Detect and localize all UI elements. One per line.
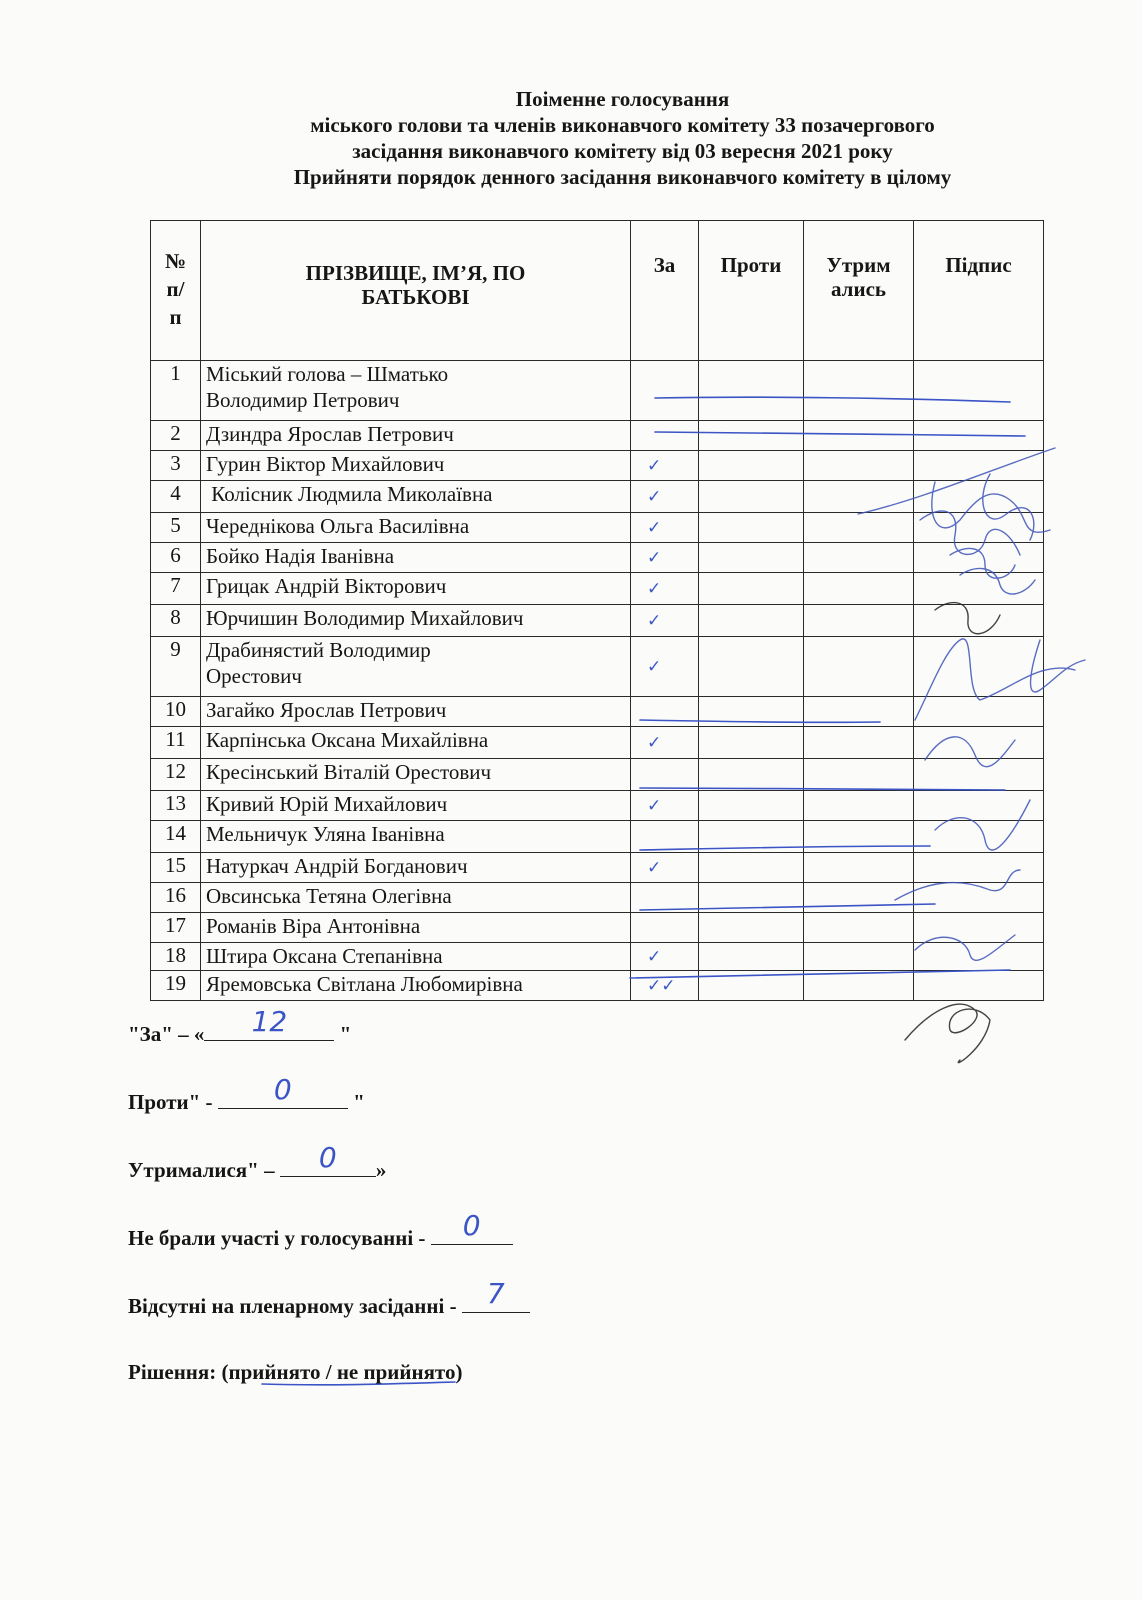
member-name-line: Яремовська Світлана Любомирівна xyxy=(206,972,523,996)
member-name-line: Драбинястий Володимир xyxy=(206,638,431,662)
signature-cell xyxy=(914,821,1044,853)
member-name-line: Грицак Андрій Вікторович xyxy=(206,574,447,598)
vote-for-cell xyxy=(631,697,699,727)
member-name xyxy=(201,361,631,421)
signature-cell xyxy=(914,853,1044,883)
vote-against-cell xyxy=(699,361,804,421)
member-name-line: Юрчишин Володимир Михайлович xyxy=(206,606,524,630)
vote-abstained-cell xyxy=(804,727,914,759)
member-name-line: Кривий Юрій Михайлович xyxy=(206,792,448,816)
vote-abstained-cell xyxy=(804,853,914,883)
member-name xyxy=(201,971,631,1001)
table-row xyxy=(151,451,1044,481)
signature-cell xyxy=(914,513,1044,543)
signature-cell xyxy=(914,697,1044,727)
vote-against-cell xyxy=(699,971,804,1001)
vote-for-cell xyxy=(631,883,699,913)
checkmark-icon: ✓ xyxy=(647,857,662,878)
vote-for-cell xyxy=(631,361,699,421)
vote-abstained-cell xyxy=(804,361,914,421)
signature-cell xyxy=(914,481,1044,513)
row-number: 2 xyxy=(151,421,201,451)
member-name-line: Натуркач Андрій Богданович xyxy=(206,854,468,878)
table-row xyxy=(151,697,1044,727)
vote-abstained-cell xyxy=(804,543,914,573)
signature-cell xyxy=(914,791,1044,821)
table-row xyxy=(151,727,1044,759)
signature-icon-19 xyxy=(905,1004,990,1062)
summary-not-voting: Не брали участі у голосуванні - 0 xyxy=(128,1224,513,1251)
vote-against-cell xyxy=(699,513,804,543)
member-name-line: Овсинська Тетяна Олегівна xyxy=(206,884,452,908)
vote-for-cell xyxy=(631,727,699,759)
vote-against-cell xyxy=(699,605,804,637)
vote-against-cell xyxy=(699,727,804,759)
signature-cell xyxy=(914,543,1044,573)
vote-against-cell xyxy=(699,853,804,883)
member-name xyxy=(201,727,631,759)
row-number: 16 xyxy=(151,883,201,913)
member-name-line: Гурин Віктор Михайлович xyxy=(206,452,445,476)
vote-against-cell xyxy=(699,913,804,943)
checkmark-icon: ✓ xyxy=(647,578,662,599)
table-row xyxy=(151,821,1044,853)
checkmark-icon: ✓ xyxy=(647,517,662,538)
member-name xyxy=(201,421,631,451)
table-row xyxy=(151,637,1044,697)
row-number: 14 xyxy=(151,821,201,853)
table-row xyxy=(151,913,1044,943)
vote-for-cell xyxy=(631,637,699,697)
against-count-blank xyxy=(218,1073,348,1109)
vote-abstained-cell xyxy=(804,481,914,513)
vote-abstained-cell xyxy=(804,421,914,451)
header-full-name: ПРІЗВИЩЕ, ІМ’Я, ПО БАТЬКОВІ xyxy=(201,221,631,361)
table-row xyxy=(151,971,1044,1001)
checkmark-icon: ✓ xyxy=(647,610,662,631)
row-number: 3 xyxy=(151,451,201,481)
member-name xyxy=(201,943,631,971)
vote-against-cell xyxy=(699,421,804,451)
checkmark-icon: ✓ xyxy=(647,455,662,476)
member-name xyxy=(201,573,631,605)
signature-cell xyxy=(914,573,1044,605)
table-row xyxy=(151,605,1044,637)
checkmark-icon: ✓ xyxy=(647,795,662,816)
member-name-line: Бойко Надія Іванівна xyxy=(206,544,395,568)
signature-cell xyxy=(914,759,1044,791)
vote-abstained-cell xyxy=(804,513,914,543)
row-number: 5 xyxy=(151,513,201,543)
absent-value: 7 xyxy=(486,1277,505,1310)
vote-abstained-cell xyxy=(804,451,914,481)
table-row xyxy=(151,853,1044,883)
vote-against-cell xyxy=(699,759,804,791)
document-title xyxy=(150,86,1095,190)
header-abstained: Утрим ались xyxy=(804,221,914,361)
vote-against-cell xyxy=(699,821,804,853)
title-line-1: Поіменне голосування xyxy=(515,87,730,111)
header-number: № п/ п xyxy=(151,221,201,361)
vote-for-cell xyxy=(631,791,699,821)
member-name-line: Череднікова Ольга Василівна xyxy=(206,514,470,538)
table-row xyxy=(151,543,1044,573)
member-name xyxy=(201,883,631,913)
for-count-value: 12 xyxy=(251,1005,288,1038)
member-name-line: Романів Віра Антонівна xyxy=(206,914,421,938)
abstained-count-blank xyxy=(280,1141,376,1177)
table-row xyxy=(151,573,1044,605)
summary-for: "За" – « 12 " xyxy=(128,1005,352,1046)
table-row xyxy=(151,513,1044,543)
checkmark-icon: ✓ xyxy=(647,946,662,967)
summary-against: Проти" - 0 " xyxy=(128,1073,365,1114)
vote-for-cell xyxy=(631,573,699,605)
member-name xyxy=(201,913,631,943)
checkmark-icon: ✓✓ xyxy=(647,975,676,996)
member-name xyxy=(201,697,631,727)
table-row xyxy=(151,759,1044,791)
signature-cell xyxy=(914,943,1044,971)
vote-for-cell xyxy=(631,481,699,513)
vote-abstained-cell xyxy=(804,943,914,971)
member-name xyxy=(201,637,631,697)
member-name-line: Колісник Людмила Миколаївна xyxy=(206,482,493,506)
row-number: 9 xyxy=(151,637,201,697)
member-name xyxy=(201,543,631,573)
not-voting-blank xyxy=(431,1209,513,1245)
member-name xyxy=(201,759,631,791)
signature-cell xyxy=(914,451,1044,481)
member-name xyxy=(201,821,631,853)
vote-against-cell xyxy=(699,697,804,727)
title-line-2: міського голови та членів виконавчого комітету 33 позачергового xyxy=(310,113,935,137)
checkmark-icon: ✓ xyxy=(647,732,662,753)
title-line-3: засідання виконавчого комітету від 03 вересня 2021 року xyxy=(352,139,893,163)
member-name xyxy=(201,513,631,543)
signature-cell xyxy=(914,637,1044,697)
vote-for-cell xyxy=(631,853,699,883)
vote-table xyxy=(150,220,1044,1001)
vote-for-cell xyxy=(631,421,699,451)
row-number: 6 xyxy=(151,543,201,573)
abstained-count-value: 0 xyxy=(318,1141,337,1174)
member-name-line: Орестович xyxy=(206,664,302,688)
vote-against-cell xyxy=(699,637,804,697)
title-line-4: Прийняти порядок денного засідання виконавчого комітету в цілому xyxy=(293,165,952,189)
vote-abstained-cell xyxy=(804,791,914,821)
vote-against-cell xyxy=(699,883,804,913)
header-signature: Підпис xyxy=(914,221,1044,361)
table-row xyxy=(151,361,1044,421)
vote-abstained-cell xyxy=(804,637,914,697)
member-name xyxy=(201,791,631,821)
table-row xyxy=(151,421,1044,451)
row-number: 13 xyxy=(151,791,201,821)
signature-cell xyxy=(914,883,1044,913)
row-number: 15 xyxy=(151,853,201,883)
row-number: 17 xyxy=(151,913,201,943)
vote-abstained-cell xyxy=(804,605,914,637)
signature-cell xyxy=(914,605,1044,637)
vote-abstained-cell xyxy=(804,913,914,943)
vote-for-cell xyxy=(631,451,699,481)
summary-abstained: Утрималися" – 0 » xyxy=(128,1141,387,1182)
vote-against-cell xyxy=(699,543,804,573)
signature-cell xyxy=(914,971,1044,1001)
signature-cell xyxy=(914,421,1044,451)
member-name xyxy=(201,605,631,637)
checkmark-icon: ✓ xyxy=(647,486,662,507)
table-row xyxy=(151,791,1044,821)
header-against: Проти xyxy=(699,221,804,361)
member-name xyxy=(201,853,631,883)
vote-for-cell xyxy=(631,821,699,853)
table-row xyxy=(151,943,1044,971)
vote-abstained-cell xyxy=(804,883,914,913)
row-number: 7 xyxy=(151,573,201,605)
vote-for-cell xyxy=(631,971,699,1001)
vote-abstained-cell xyxy=(804,697,914,727)
vote-against-cell xyxy=(699,791,804,821)
checkmark-icon: ✓ xyxy=(647,547,662,568)
vote-against-cell xyxy=(699,481,804,513)
row-number: 19 xyxy=(151,971,201,1001)
vote-abstained-cell xyxy=(804,759,914,791)
member-name-line: Штира Оксана Степанівна xyxy=(206,944,443,968)
signature-cell xyxy=(914,727,1044,759)
signature-cell xyxy=(914,913,1044,943)
row-number: 4 xyxy=(151,481,201,513)
summary-decision: Рішення: (прийнято / не прийнято) xyxy=(128,1360,463,1384)
member-name-line: Володимир Петрович xyxy=(206,388,400,412)
vote-against-cell xyxy=(699,451,804,481)
row-number: 8 xyxy=(151,605,201,637)
row-number: 12 xyxy=(151,759,201,791)
vote-abstained-cell xyxy=(804,573,914,605)
table-row xyxy=(151,883,1044,913)
member-name-line: Загайко Ярослав Петрович xyxy=(206,698,447,722)
row-number: 18 xyxy=(151,943,201,971)
vote-against-cell xyxy=(699,943,804,971)
vote-for-cell xyxy=(631,543,699,573)
member-name-line: Дзиндра Ярослав Петрович xyxy=(206,422,454,446)
row-number: 1 xyxy=(151,361,201,421)
header-for: За xyxy=(631,221,699,361)
vote-for-cell xyxy=(631,605,699,637)
member-name xyxy=(201,451,631,481)
vote-against-cell xyxy=(699,573,804,605)
absent-blank xyxy=(462,1277,530,1313)
vote-for-cell xyxy=(631,943,699,971)
against-count-value: 0 xyxy=(273,1073,292,1106)
table-header-row xyxy=(151,221,1044,361)
member-name-line: Мельничук Уляна Іванівна xyxy=(206,822,445,846)
vote-for-cell xyxy=(631,759,699,791)
vote-abstained-cell xyxy=(804,971,914,1001)
row-number: 11 xyxy=(151,727,201,759)
member-name-line: Карпінська Оксана Михайлівна xyxy=(206,728,489,752)
row-number: 10 xyxy=(151,697,201,727)
vote-for-cell xyxy=(631,913,699,943)
vote-for-cell xyxy=(631,513,699,543)
signature-cell xyxy=(914,361,1044,421)
table-row xyxy=(151,481,1044,513)
not-voting-value: 0 xyxy=(462,1209,481,1242)
member-name-line: Кресінський Віталій Орестович xyxy=(206,760,492,784)
member-name-line: Міський голова – Шматько xyxy=(206,362,449,386)
member-name xyxy=(201,481,631,513)
vote-abstained-cell xyxy=(804,821,914,853)
checkmark-icon: ✓ xyxy=(647,656,662,677)
summary-absent: Відсутні на пленарному засіданні - 7 xyxy=(128,1292,530,1319)
